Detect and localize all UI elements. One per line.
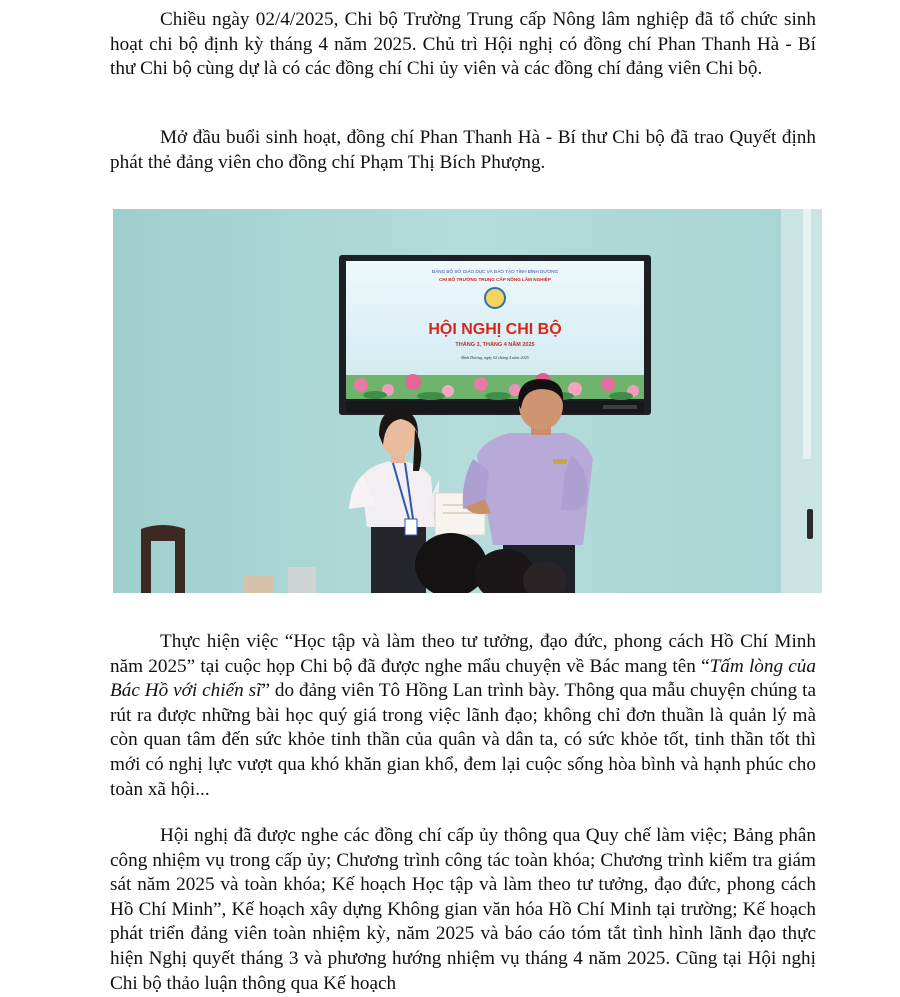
screen-date: Bình Dương, ngày 02 tháng 4 năm 2025: [461, 355, 529, 360]
screen-title: HỘI NGHỊ CHI BỘ: [428, 321, 562, 338]
paragraph-intro: Chiều ngày 02/4/2025, Chi bộ Trường Trung cấp Nông lâm nghiệp đã tổ chức sinh hoạt chi bộ định kỳ tháng 4 năm 2025. Chủ trì Hội nghị có đồng chí Phan Thanh Hà - Bí thư Chi bộ cùng dự là có các đồng chí Chi ủy viên và các đồng chí đảng viên Chi bộ.: [110, 9, 816, 80]
story-text-start: Thực hiện việc “Học tập và làm theo tư tưởng, đạo đức, phong cách Hồ Chí Minh năm 2025” tại cuộc họp Chi bộ đã được nghe mẩu chuyện về Bác mang tên “: [110, 631, 816, 677]
screen-org-line2: CHI BỘ TRƯỜNG TRUNG CẤP NÔNG LÂM NGHIỆP: [439, 277, 551, 282]
screen-org-line1: ĐẢNG BỘ SỞ GIÁO DỤC VÀ ĐÀO TẠO TỈNH BÌNH DƯƠNG: [431, 269, 559, 274]
paragraph-meeting-content: Hội nghị đã được nghe các đồng chí cấp ủy thông qua Quy chế làm việc; Bảng phân công nhiệm vụ trong cấp ủy; Chương trình công tác toàn khóa; Chương trình kiểm tra giám sát năm 2025 và toàn khóa; Kế hoạch Học tập và làm theo tư tưởng, đạo đức, phong cách Hồ Chí Minh”, Kế hoạch xây dựng Không gian văn hóa Hồ Chí Minh tại trường; Kế hoạch phát triển đảng viên toàn nhiệm kỳ, năm 2025 và báo cáo tóm tắt tình hình lãnh đạo thực hiện Nghị quyết tháng 3 và phương hướng nhiệm vụ tháng 4 năm 2025. Cũng tại Hội nghị Chi bộ thảo luận thông qua Kế hoạch: [110, 825, 816, 994]
event-photo: [113, 209, 822, 593]
story-text-end: ” do đảng viên Tô Hồng Lan trình bày. Thông qua mẫu chuyện chúng ta rút ra được những bài học quý giá trong việc lãnh đạo; không chỉ đơn thuần là quản lý mà còn quan tâm đến sức khỏe tinh thần của quân và dân ta, có sức khỏe tốt, tinh thần tốt thì mới có nghị lực vượt qua khó khăn gian khổ, đem lại cuộc sống hòa bình và hạnh phúc cho toàn xã hội...: [110, 680, 817, 800]
screen-subtitle: THÁNG 3, THÁNG 4 NĂM 2025: [455, 342, 535, 348]
paragraph-opening: Mở đầu buổi sinh hoạt, đồng chí Phan Thanh Hà - Bí thư Chi bộ đã trao Quyết định phát thẻ đảng viên cho đồng chí Phạm Thị Bích Phượng.: [110, 127, 816, 173]
story-title: Tấm lòng của Bác Hồ với chiến sĩ: [110, 655, 816, 702]
paragraph-story: [110, 630, 816, 802]
